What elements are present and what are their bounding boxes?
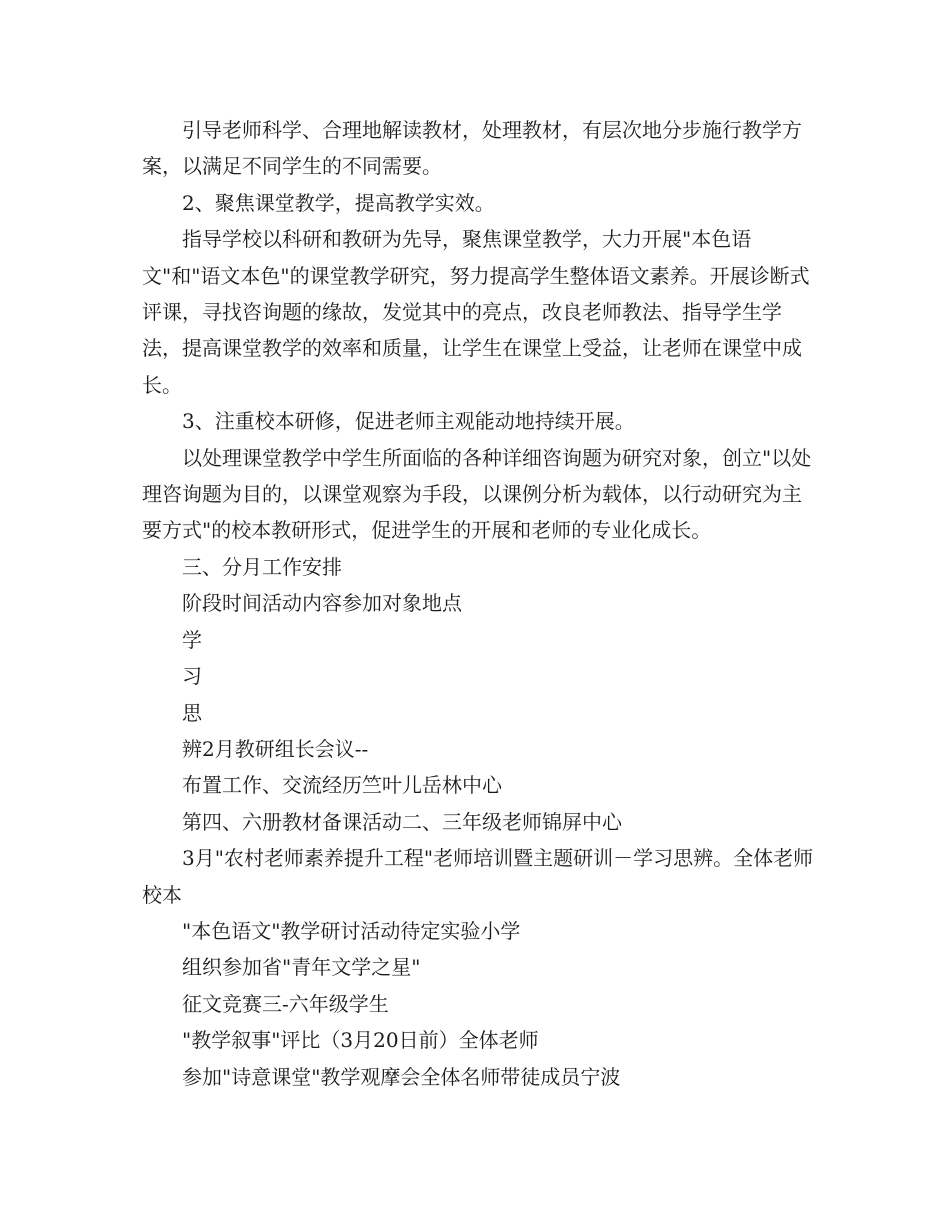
schedule-row-poetic-classroom: 参加"诗意课堂"教学观摩会全体名师带徒成员宁波 <box>182 1064 621 1089</box>
schedule-stage-char-3: 思 <box>182 700 202 725</box>
heading-monthly-schedule: 三、分月工作安排 <box>182 554 342 579</box>
schedule-row-literature-star: 组织参加省"青年文学之星" <box>182 955 421 980</box>
document-body <box>142 112 814 1095</box>
paragraph-textbook-interpretation: 引导老师科学、合理地解读教材，处理教材，有层次地分步施行教学方案，以满足不同学生的不同需要。 <box>142 118 802 179</box>
heading-school-based-research: 3、注重校本研修，促进老师主观能动地持续开展。 <box>182 409 635 434</box>
schedule-row-essay-contest: 征文竞赛三-六年级学生 <box>182 991 389 1016</box>
schedule-stage-char-1: 学 <box>182 627 202 652</box>
schedule-row-lesson-prep: 第四、六册教材备课活动二、三年级老师锦屏中心 <box>182 809 622 834</box>
schedule-header-row: 阶段时间活动内容参加对象地点 <box>182 591 462 616</box>
heading-classroom-teaching: 2、聚焦课堂教学，提高教学实效。 <box>182 190 495 215</box>
schedule-row-work-arrangement: 布置工作、交流经历竺叶儿岳林中心 <box>182 773 502 798</box>
paragraph-classroom-research: 指导学校以科研和教研为先导，聚焦课堂教学，大力开展"本色语文"和"语文本色"的课堂教学研究，努力提高学生整体语文素养。开展诊断式评课，寻找咨询题的缘故，发觉其中的亮点，改良老师教法、指导学生学法，提高课堂教学的效率和质量，让学生在课堂上受益，让老师在课堂中成长。 <box>142 227 810 397</box>
schedule-row-feb-meeting: 辨2月教研组长会议-- <box>182 736 369 761</box>
schedule-row-teaching-narrative: "教学叙事"评比（3月20日前）全体老师 <box>182 1028 539 1053</box>
paragraph-research-object: 以处理课堂教学中学生所面临的各种详细咨询题为研究对象，创立"以处理咨询题为目的，以课堂观察为手段，以课例分析为载体，以行动研究为主要方式"的校本教研形式，促进学生的开展和老师的专业化成长。 <box>142 445 812 543</box>
schedule-row-teaching-seminar: "本色语文"教学研讨活动待定实验小学 <box>182 918 521 943</box>
schedule-row-march-training: 3月"农村老师素养提升工程"老师培训暨主题研训－学习思辨。全体老师校本 <box>142 846 814 907</box>
schedule-stage-char-2: 习 <box>182 664 202 689</box>
